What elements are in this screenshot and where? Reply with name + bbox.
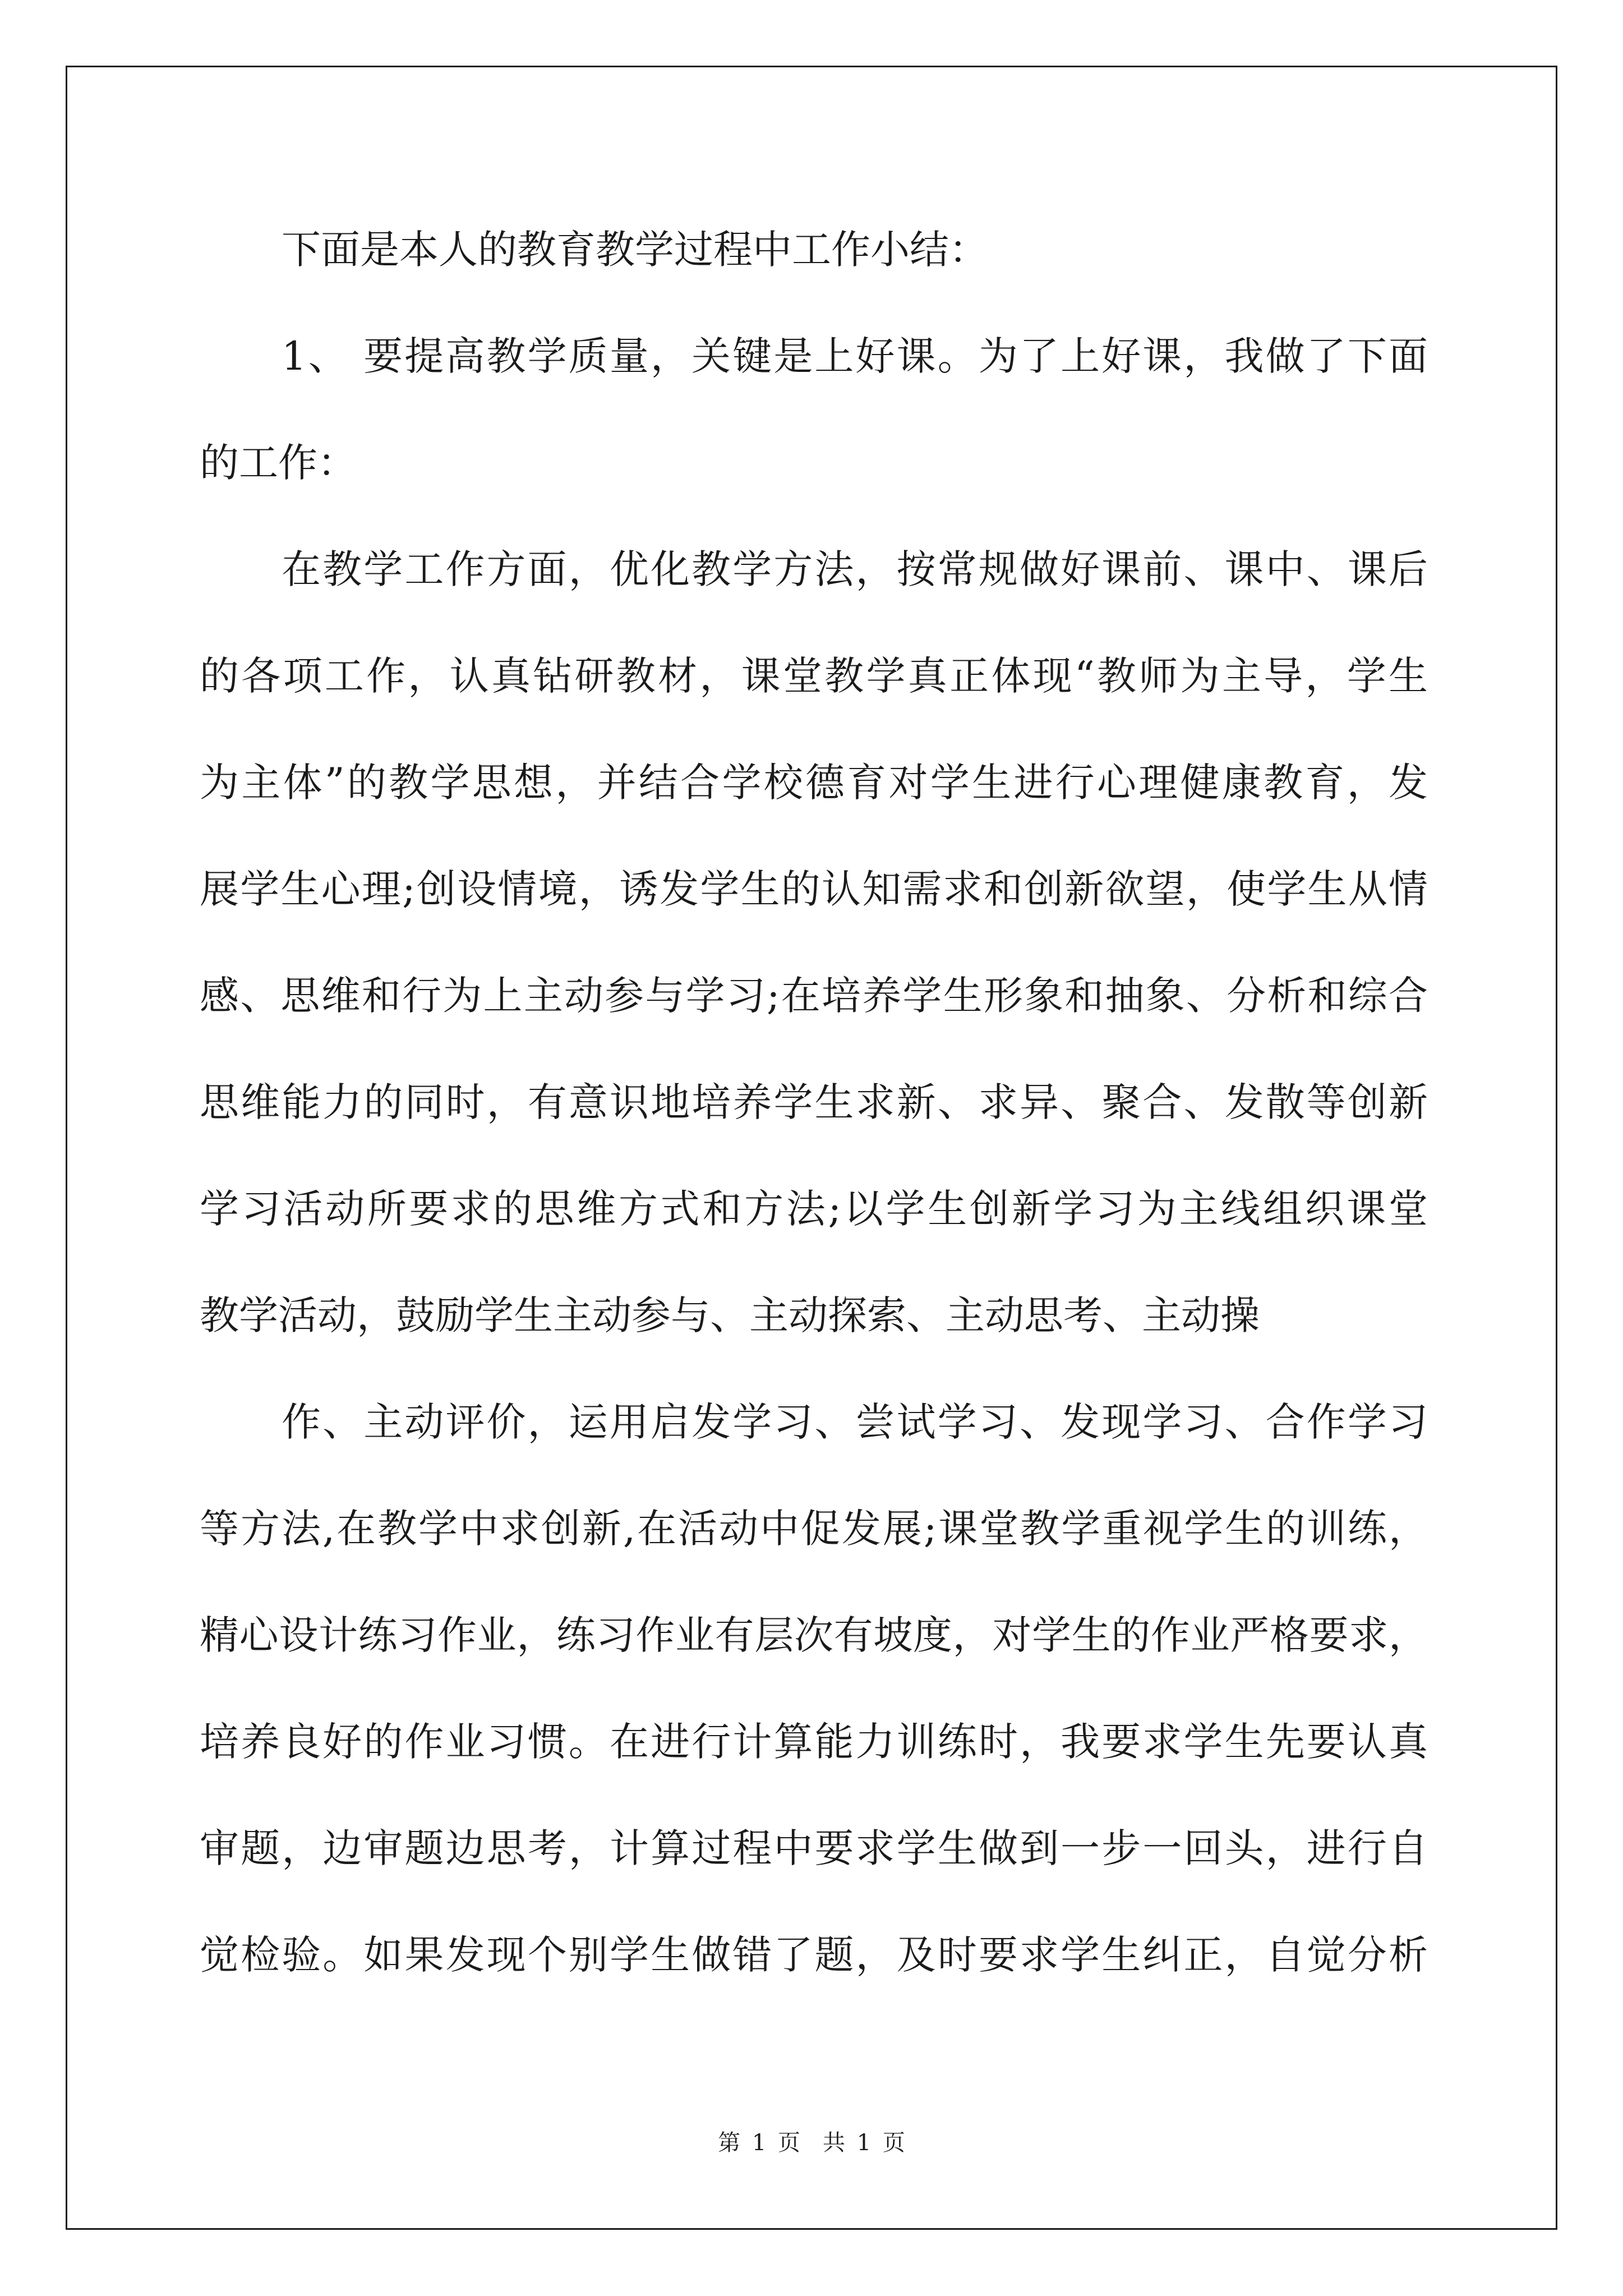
- text-line: 精心设计练习作业，练习作业有层次有坡度，对学生的作业严格要求，: [200, 1612, 1428, 1658]
- text-line: 作、主动评价，运用启发学习、尝试学习、发现学习、合作学习: [282, 1399, 1428, 1445]
- text-line: 学习活动所要求的思维方式和方法;以学生创新学习为主线组织课堂: [200, 1186, 1428, 1232]
- text-line: 培养良好的作业习惯。在进行计算能力训练时，我要求学生先要认真: [200, 1719, 1428, 1765]
- text-line: 教学活动，鼓励学生主动参与、主动探索、主动思考、主动操: [200, 1292, 1260, 1338]
- text-line: 在教学工作方面，优化教学方法，按常规做好课前、课中、课后: [282, 546, 1428, 592]
- text-line: 等方法,在教学中求创新,在活动中促发展;课堂教学重视学生的训练，: [200, 1506, 1428, 1552]
- text-line: 为主体”的教学思想，并结合学校德育对学生进行心理健康教育，发: [200, 760, 1428, 806]
- text-line: 的各项工作，认真钻研教材，课堂教学真正体现“教师为主导，学生: [200, 653, 1428, 699]
- text-line: 觉检验。如果发现个别学生做错了题，及时要求学生纠正，自觉分析: [200, 1932, 1428, 1978]
- text-line: 审题，边审题边思考，计算过程中要求学生做到一步一回头，进行自: [200, 1825, 1428, 1871]
- text-line: 感、思维和行为上主动参与学习;在培养学生形象和抽象、分析和综合: [200, 973, 1428, 1019]
- page-number-footer: 第 1 页 共 1 页: [718, 2130, 905, 2156]
- page-border: [66, 66, 1557, 2230]
- text-line: 展学生心理;创设情境，诱发学生的认知需求和创新欲望，使学生从情: [200, 866, 1428, 912]
- text-line: 的工作：: [200, 440, 357, 486]
- text-line: 下面是本人的教育教学过程中工作小结：: [282, 227, 988, 273]
- text-line: 1、 要提高教学质量，关键是上好课。为了上好课，我做了下面: [282, 333, 1428, 379]
- text-line: 思维能力的同时，有意识地培养学生求新、求异、聚合、发散等创新: [200, 1079, 1428, 1125]
